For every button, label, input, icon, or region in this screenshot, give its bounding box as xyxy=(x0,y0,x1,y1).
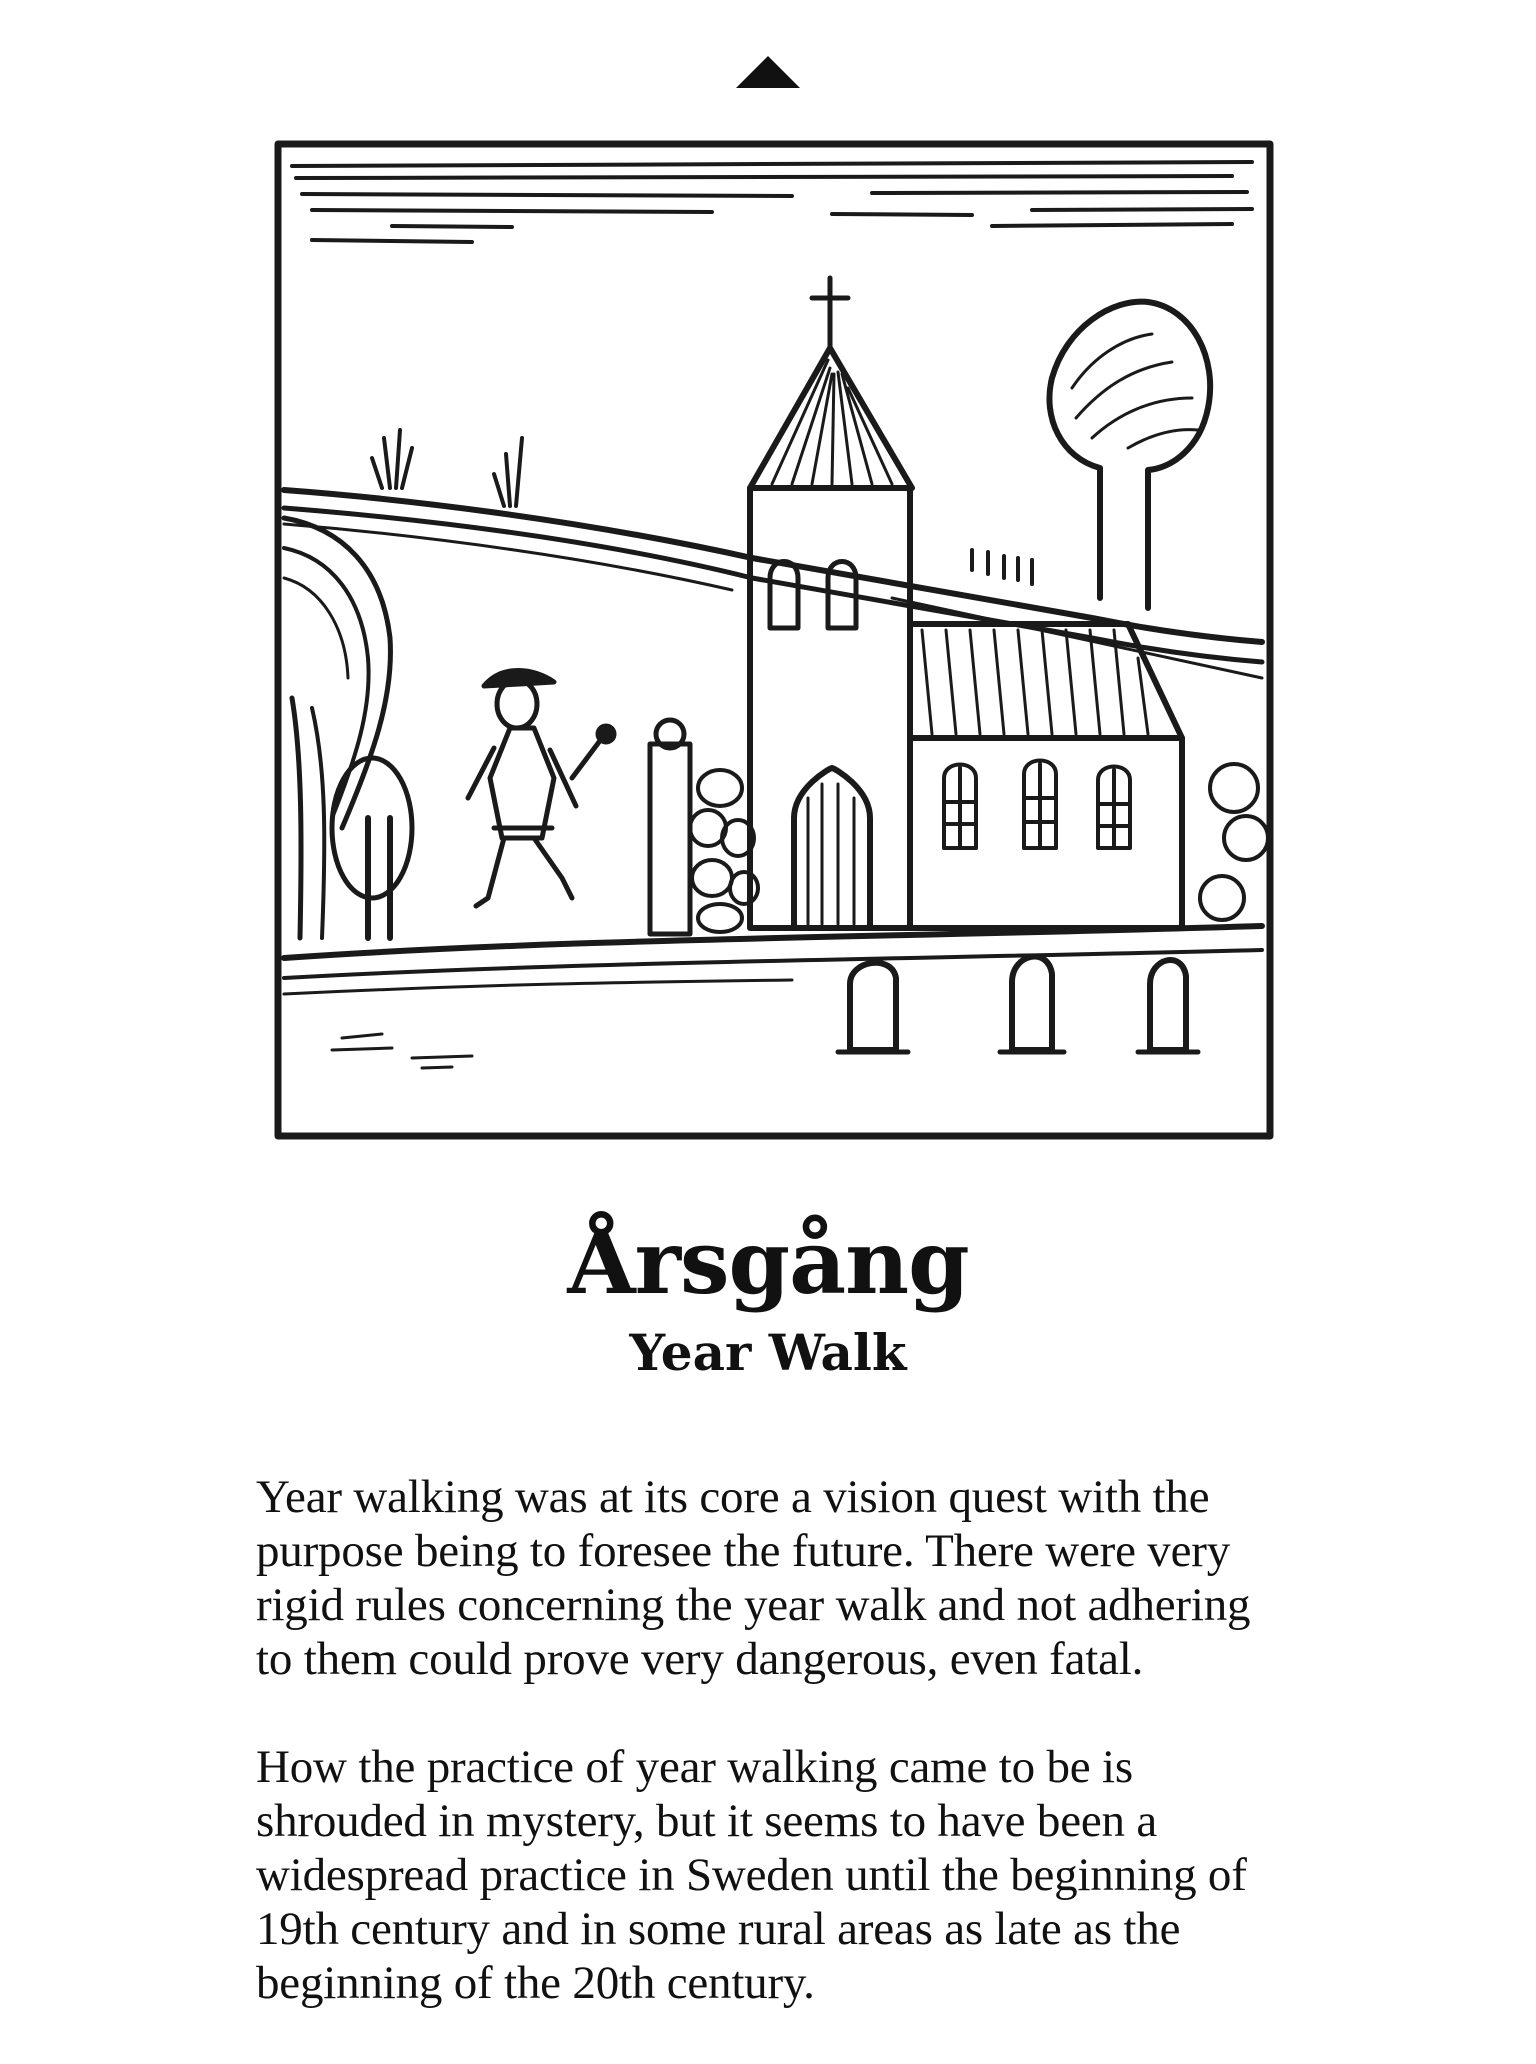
scroll-up-arrow-icon[interactable] xyxy=(736,56,800,90)
entry-paragraph: Year walking was at its core a vision quest with the purpose being to foresee the future. There were very rigid rules concerning the year walk and not adhering to them could prove very dangerous, even fatal. xyxy=(256,1471,1251,1685)
entry-title: Årsgång xyxy=(567,1210,969,1314)
woodcut-church-illustration xyxy=(272,138,1276,1142)
entry-body xyxy=(256,1470,1296,2064)
entry-paragraph: How the practice of year walking came to be is shrouded in mystery, but it seems to have been a widespread practice in Sweden until the beginning of 19th century and in some rural areas as late as the beginning of the 20th century. xyxy=(256,1741,1247,2009)
triangle-up-icon xyxy=(736,56,800,88)
entry-subtitle: Year Walk xyxy=(629,1323,907,1382)
